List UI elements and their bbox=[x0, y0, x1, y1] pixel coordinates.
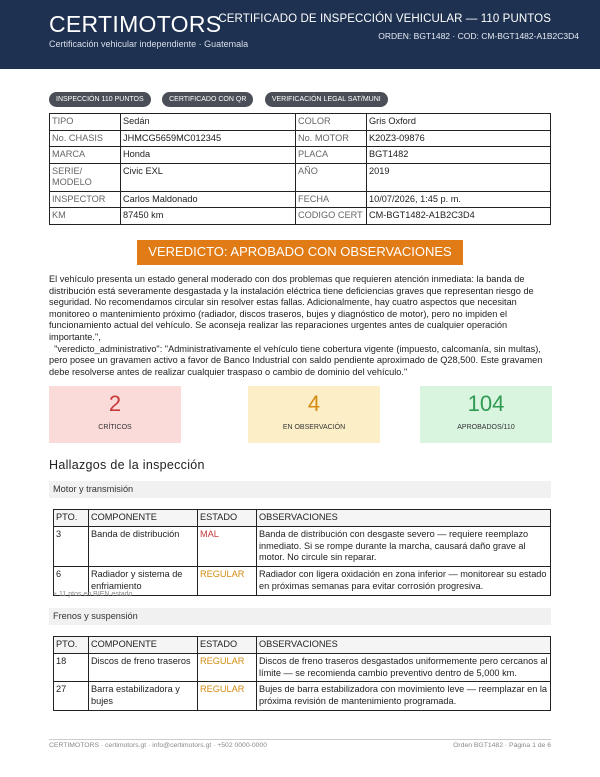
table-header-row bbox=[54, 510, 551, 527]
info-label: FECHA bbox=[296, 191, 367, 208]
info-row bbox=[50, 147, 551, 164]
summary-administrative: "veredicto_administrativo": "Administrativamente el vehículo tiene cobertura vigente (impuesto, calcomanía, sin multas), pero posee un gravamen activo a favor de Banco Industrial con saldo pendiente aproximado de Q28,500. Este gravamen debe resolverse antes de realizar cualquier traspaso o cambio de dominio del vehículo." bbox=[49, 343, 545, 377]
frenos-section-title: Frenos y suspensión bbox=[49, 608, 551, 625]
info-value: JHMCG5659MC012345 bbox=[121, 130, 296, 147]
info-value: Sedán bbox=[121, 114, 296, 131]
info-value: 10/07/2026, 1:45 p. m. bbox=[367, 191, 551, 208]
summary-text bbox=[49, 274, 552, 378]
cell-componente: Barra estabilizadora y bujes bbox=[89, 682, 198, 711]
col-pto: PTO. bbox=[54, 637, 89, 654]
info-value: Honda bbox=[121, 147, 296, 164]
cell-observaciones: Bujes de barra estabilizadora con movimiento leve — reemplazar en la próxima revisión de mantenimiento programada. bbox=[257, 682, 551, 711]
info-value: Carlos Maldonado bbox=[121, 191, 296, 208]
tag-qr: CERTIFICADO CON QR bbox=[162, 92, 253, 107]
footer-page-info: Orden BGT1482 · Página 1 de 6 bbox=[453, 742, 551, 749]
motor-findings-table bbox=[53, 509, 551, 596]
cell-pto: 27 bbox=[54, 682, 89, 711]
vehicle-info-table bbox=[49, 113, 551, 225]
summary-technical: El vehículo presenta un estado general moderado con dos problemas que requieren atención inmediata: la banda de distribución está severamente desgastada y la instalación eléctrica tiene deficiencias graves que representan riesgo de seguridad. No recomendamos circular sin resolver estas fallas. Adicionalmente, hay cuatro aspectos que necesitan monitoreo o mantenimiento próximo (radiador, discos traseros, bujes y diagnóstico de motor), pero no impiden el funcionamiento actual del vehículo. Se aconseja realizar las reparaciones urgentes antes de cualquier operación importante.", bbox=[49, 274, 534, 342]
cell-observaciones: Radiador con ligera oxidación en zona inferior — monitorear su estado en próximas semanas para evitar corrosión progresiva. bbox=[257, 567, 551, 596]
stat-criticos-value: 2 bbox=[108, 391, 122, 416]
col-observaciones: OBSERVACIONES bbox=[257, 510, 551, 527]
info-label: KM bbox=[50, 208, 121, 225]
motor-section-title: Motor y transmisión bbox=[49, 481, 551, 498]
table-row bbox=[54, 682, 551, 711]
cell-observaciones: Discos de freno traseros desgastados uniformemente pero cercanos al límite — se recomienda cambio preventivo dentro de 5,000 km. bbox=[257, 653, 551, 682]
table-header-row bbox=[54, 637, 551, 654]
cell-componente: Radiador y sistema de enfriamiento bbox=[89, 567, 198, 596]
info-label: PLACA bbox=[296, 147, 367, 164]
table-row bbox=[54, 526, 551, 566]
col-pto: PTO. bbox=[54, 510, 89, 527]
document-ids: ORDEN: BGT1482 · COD: CM-BGT1482-A1B2C3D4 bbox=[378, 31, 579, 41]
stat-criticos-label: CRÍTICOS bbox=[98, 424, 132, 431]
info-row bbox=[50, 208, 551, 225]
brand-logo: CERTIMOTORS bbox=[49, 11, 222, 37]
info-value: Gris Oxford bbox=[367, 114, 551, 131]
stat-observacion bbox=[248, 386, 380, 443]
cell-componente: Banda de distribución bbox=[89, 526, 198, 566]
stat-observacion-value: 4 bbox=[307, 391, 321, 416]
stat-aprobados-label: APROBADOS/110 bbox=[457, 424, 515, 431]
col-componente: COMPONENTE bbox=[89, 510, 198, 527]
table-row bbox=[54, 653, 551, 682]
stat-criticos bbox=[49, 386, 181, 443]
info-label: COLOR bbox=[296, 114, 367, 131]
cell-observaciones: Banda de distribución con desgaste severo — requiere reemplazo inmediato. Si se rompe durante la marcha, causará daño grave al motor. No circule sin reparar. bbox=[257, 526, 551, 566]
tag-inspeccion: INSPECCIÓN 110 PUNTOS bbox=[49, 92, 151, 107]
col-observaciones: OBSERVACIONES bbox=[257, 637, 551, 654]
tag-list bbox=[49, 88, 395, 107]
col-estado: ESTADO bbox=[198, 637, 257, 654]
cell-componente: Discos de freno traseros bbox=[89, 653, 198, 682]
info-label: TIPO bbox=[50, 114, 121, 131]
tag-verificacion: VERIFICACIÓN LEGAL SAT/MUNI bbox=[265, 92, 388, 107]
cell-estado: REGULAR bbox=[198, 653, 257, 682]
info-label: MARCA bbox=[50, 147, 121, 164]
verdict-banner: VEREDICTO: APROBADO CON OBSERVACIONES bbox=[137, 240, 463, 265]
cell-pto: 3 bbox=[54, 526, 89, 566]
footer-divider bbox=[49, 739, 551, 740]
col-estado: ESTADO bbox=[198, 510, 257, 527]
info-value: Civic EXL bbox=[121, 163, 296, 191]
info-label: SERIE/ MODELO bbox=[50, 163, 121, 191]
info-value: BGT1482 bbox=[367, 147, 551, 164]
footer-contact: CERTIMOTORS · certimotors.gt · info@certimotors.gt · +502 0000-0000 bbox=[49, 742, 267, 749]
frenos-findings-table bbox=[53, 636, 551, 711]
info-row bbox=[50, 130, 551, 147]
info-label: No. CHASIS bbox=[50, 130, 121, 147]
header bbox=[0, 0, 600, 69]
col-componente: COMPONENTE bbox=[89, 637, 198, 654]
info-label: AÑO bbox=[296, 163, 367, 191]
stat-observacion-label: EN OBSERVACIÓN bbox=[282, 424, 346, 431]
cell-estado: REGULAR bbox=[198, 567, 257, 596]
brand-tagline: Certificación vehicular independiente · Guatemala bbox=[49, 39, 249, 49]
findings-heading: Hallazgos de la inspección bbox=[49, 458, 205, 472]
cell-pto: 6 bbox=[54, 567, 89, 596]
info-label: INSPECTOR bbox=[50, 191, 121, 208]
info-row bbox=[50, 114, 551, 131]
info-row bbox=[50, 191, 551, 208]
info-row bbox=[50, 163, 551, 191]
document-title: CERTIFICADO DE INSPECCIÓN VEHICULAR — 110 PUNTOS bbox=[218, 13, 551, 25]
cell-estado: MAL bbox=[198, 526, 257, 566]
info-value: K20Z3-09876 bbox=[367, 130, 551, 147]
cell-estado: REGULAR bbox=[198, 682, 257, 711]
stat-aprobados bbox=[420, 386, 552, 443]
cell-pto: 18 bbox=[54, 653, 89, 682]
info-value: 2019 bbox=[367, 163, 551, 191]
info-label: No. MOTOR bbox=[296, 130, 367, 147]
stat-aprobados-value: 104 bbox=[467, 391, 505, 416]
motor-ok-note: + 11 ptos en BIEN estado bbox=[53, 591, 133, 598]
info-value: 87450 km bbox=[121, 208, 296, 225]
info-value: CM-BGT1482-A1B2C3D4 bbox=[367, 208, 551, 225]
info-label: CODIGO CERT bbox=[296, 208, 367, 225]
